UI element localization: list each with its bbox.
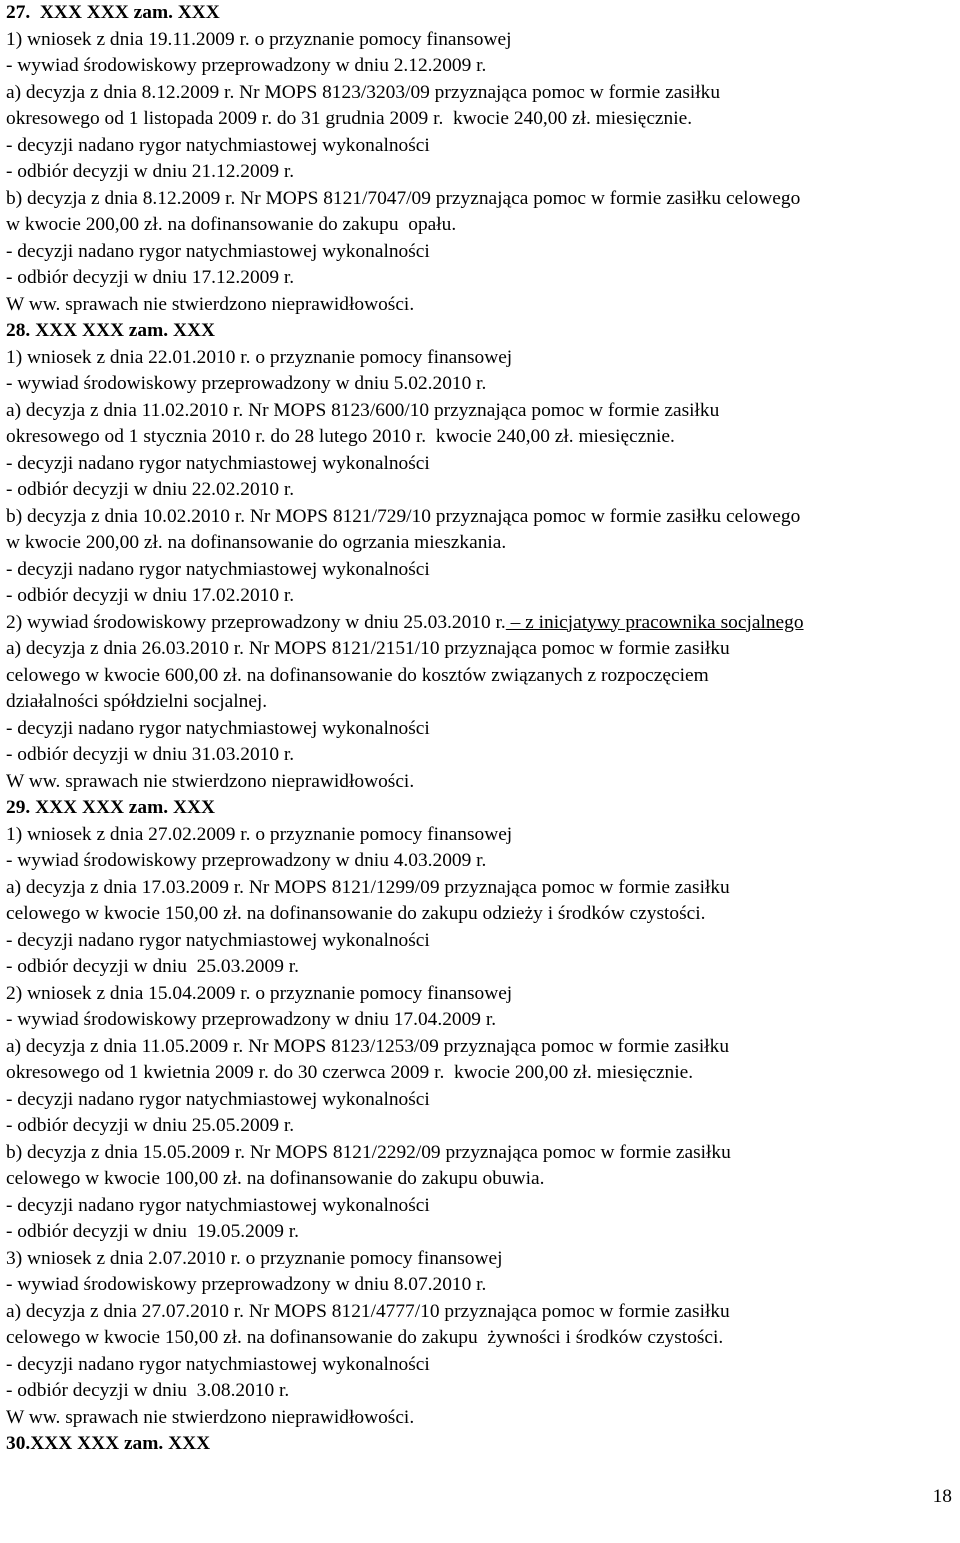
line-text: 1) wniosek z dnia 22.01.2010 r. o przyznanie pomocy finansowej bbox=[6, 346, 513, 368]
text-line bbox=[6, 1060, 960, 1087]
text-line bbox=[6, 848, 960, 875]
line-text: - odbiór decyzji w dniu 31.03.2010 r. bbox=[6, 744, 295, 765]
section-heading bbox=[6, 0, 960, 27]
line-text: - wywiad środowiskowy przeprowadzony w dniu 4.03.2009 r. bbox=[6, 850, 487, 871]
text-line bbox=[6, 1299, 960, 1326]
text-line bbox=[6, 27, 960, 54]
line-text: - wywiad środowiskowy przeprowadzony w dniu 17.04.2009 r. bbox=[6, 1009, 497, 1030]
text-line bbox=[6, 663, 960, 690]
text-line bbox=[6, 742, 960, 769]
line-text: 3) wniosek z dnia 2.07.2010 r. o przyznanie pomocy finansowej bbox=[6, 1247, 503, 1269]
text-line bbox=[6, 1166, 960, 1193]
line-text: - decyzji nadano rygor natychmiastowej wykonalności bbox=[6, 558, 430, 580]
text-line bbox=[6, 1378, 960, 1405]
line-text: działalności spółdzielni socjalnej. bbox=[6, 691, 268, 712]
line-text: W ww. sprawach nie stwierdzono nieprawidłowości. bbox=[6, 293, 415, 315]
line-text: okresowego od 1 stycznia 2010 r. do 28 lutego 2010 r. kwocie 240,00 zł. miesięcznie. bbox=[6, 426, 675, 447]
line-text: b) decyzja z dnia 10.02.2010 r. Nr MOPS 8121/729/10 przyznająca pomoc w formie zasiłku celowego bbox=[6, 505, 801, 527]
text-line bbox=[6, 981, 960, 1008]
line-text: celowego w kwocie 150,00 zł. na dofinansowanie do zakupu żywności i środków czystości. bbox=[6, 1327, 724, 1348]
line-text: - decyzji nadano rygor natychmiastowej wykonalności bbox=[6, 134, 430, 156]
line-text: - odbiór decyzji w dniu 17.12.2009 r. bbox=[6, 267, 295, 288]
line-text: - decyzji nadano rygor natychmiastowej wykonalności bbox=[6, 1353, 430, 1375]
line-text: - odbiór decyzji w dniu 22.02.2010 r. bbox=[6, 479, 295, 500]
text-line bbox=[6, 239, 960, 266]
text-line bbox=[6, 583, 960, 610]
text-line bbox=[6, 954, 960, 981]
text-line bbox=[6, 53, 960, 80]
line-text: - odbiór decyzji w dniu 17.02.2010 r. bbox=[6, 585, 295, 606]
line-text: celowego w kwocie 150,00 zł. na dofinansowanie do zakupu odzieży i środków czystości. bbox=[6, 903, 706, 924]
line-text: - wywiad środowiskowy przeprowadzony w dniu 2.12.2009 r. bbox=[6, 55, 487, 76]
line-text: 29. XXX XXX zam. XXX bbox=[6, 797, 215, 818]
underlined-text: – z inicjatywy pracownika socjalnego bbox=[505, 611, 804, 633]
line-text: 30.XXX XXX zam. XXX bbox=[6, 1433, 211, 1454]
text-line bbox=[6, 610, 960, 637]
line-text: w kwocie 200,00 zł. na dofinansowanie do zakupu opału. bbox=[6, 214, 457, 235]
line-text: - odbiór decyzji w dniu 19.05.2009 r. bbox=[6, 1221, 299, 1242]
text-line bbox=[6, 424, 960, 451]
text-line bbox=[6, 875, 960, 902]
text-line bbox=[6, 265, 960, 292]
text-line bbox=[6, 1007, 960, 1034]
line-text: 2) wniosek z dnia 15.04.2009 r. o przyznanie pomocy finansowej bbox=[6, 982, 513, 1004]
line-text: - odbiór decyzji w dniu 21.12.2009 r. bbox=[6, 161, 295, 182]
text-line bbox=[6, 689, 960, 716]
text-line bbox=[6, 106, 960, 133]
line-text: b) decyzja z dnia 15.05.2009 r. Nr MOPS 8121/2292/09 przyznająca pomoc w formie zasiłku bbox=[6, 1141, 731, 1163]
text-line bbox=[6, 901, 960, 928]
line-text: W ww. sprawach nie stwierdzono nieprawidłowości. bbox=[6, 1406, 415, 1428]
text-line bbox=[6, 398, 960, 425]
text-line bbox=[6, 1113, 960, 1140]
line-text: okresowego od 1 listopada 2009 r. do 31 grudnia 2009 r. kwocie 240,00 zł. miesięcznie. bbox=[6, 108, 693, 129]
section-heading bbox=[6, 795, 960, 822]
text-line bbox=[6, 1193, 960, 1220]
line-text: 2) wywiad środowiskowy przeprowadzony w dniu 25.03.2010 r. bbox=[6, 611, 506, 633]
line-text: a) decyzja z dnia 8.12.2009 r. Nr MOPS 8123/3203/09 przyznająca pomoc w formie zasiłku bbox=[6, 81, 721, 103]
line-text: celowego w kwocie 600,00 zł. na dofinansowanie do kosztów związanych z rozpoczęciem bbox=[6, 664, 709, 686]
text-line bbox=[6, 1272, 960, 1299]
text-line bbox=[6, 769, 960, 796]
line-text: w kwocie 200,00 zł. na dofinansowanie do ogrzania mieszkania. bbox=[6, 532, 507, 553]
line-text: b) decyzja z dnia 8.12.2009 r. Nr MOPS 8121/7047/09 przyznająca pomoc w formie zasiłku celowego bbox=[6, 187, 801, 209]
text-line bbox=[6, 159, 960, 186]
text-line bbox=[6, 1219, 960, 1246]
line-text: - decyzji nadano rygor natychmiastowej wykonalności bbox=[6, 240, 430, 262]
text-line bbox=[6, 1352, 960, 1379]
line-text: a) decyzja z dnia 11.02.2010 r. Nr MOPS 8123/600/10 przyznająca pomoc w formie zasiłku bbox=[6, 399, 720, 421]
text-line bbox=[6, 636, 960, 663]
section-heading bbox=[6, 318, 960, 345]
line-text: - wywiad środowiskowy przeprowadzony w dniu 8.07.2010 r. bbox=[6, 1274, 487, 1295]
line-text: - decyzji nadano rygor natychmiastowej wykonalności bbox=[6, 1194, 430, 1216]
line-text: 1) wniosek z dnia 27.02.2009 r. o przyznanie pomocy finansowej bbox=[6, 823, 513, 845]
document-page bbox=[6, 0, 960, 1458]
text-line bbox=[6, 1405, 960, 1432]
text-line bbox=[6, 371, 960, 398]
line-text: a) decyzja z dnia 27.07.2010 r. Nr MOPS 8121/4777/10 przyznająca pomoc w formie zasiłku bbox=[6, 1300, 730, 1322]
document-body bbox=[6, 0, 960, 1458]
text-line bbox=[6, 292, 960, 319]
line-text: a) decyzja z dnia 11.05.2009 r. Nr MOPS 8123/1253/09 przyznająca pomoc w formie zasiłku bbox=[6, 1035, 730, 1057]
text-line bbox=[6, 822, 960, 849]
text-line bbox=[6, 716, 960, 743]
line-text: W ww. sprawach nie stwierdzono nieprawidłowości. bbox=[6, 770, 415, 792]
line-text: okresowego od 1 kwietnia 2009 r. do 30 czerwca 2009 r. kwocie 200,00 zł. miesięcznie. bbox=[6, 1062, 694, 1083]
text-line bbox=[6, 504, 960, 531]
line-text: - decyzji nadano rygor natychmiastowej wykonalności bbox=[6, 717, 430, 739]
line-text: 28. XXX XXX zam. XXX bbox=[6, 320, 215, 341]
text-line bbox=[6, 186, 960, 213]
line-text: - odbiór decyzji w dniu 3.08.2010 r. bbox=[6, 1380, 290, 1401]
line-text: - decyzji nadano rygor natychmiastowej wykonalności bbox=[6, 929, 430, 951]
text-line bbox=[6, 80, 960, 107]
text-line bbox=[6, 477, 960, 504]
text-line bbox=[6, 1140, 960, 1167]
text-line bbox=[6, 1034, 960, 1061]
text-line bbox=[6, 557, 960, 584]
text-line bbox=[6, 1246, 960, 1273]
text-line bbox=[6, 928, 960, 955]
text-line bbox=[6, 1325, 960, 1352]
text-line bbox=[6, 212, 960, 239]
page-number: 18 bbox=[932, 1486, 952, 1507]
line-text: - odbiór decyzji w dniu 25.05.2009 r. bbox=[6, 1115, 295, 1136]
line-text: a) decyzja z dnia 26.03.2010 r. Nr MOPS 8121/2151/10 przyznająca pomoc w formie zasiłku bbox=[6, 638, 730, 659]
line-text: a) decyzja z dnia 17.03.2009 r. Nr MOPS 8121/1299/09 przyznająca pomoc w formie zasiłku bbox=[6, 876, 730, 898]
line-text: celowego w kwocie 100,00 zł. na dofinansowanie do zakupu obuwia. bbox=[6, 1168, 545, 1189]
text-line bbox=[6, 451, 960, 478]
text-line bbox=[6, 530, 960, 557]
line-text: 1) wniosek z dnia 19.11.2009 r. o przyznanie pomocy finansowej bbox=[6, 28, 512, 50]
line-text: - odbiór decyzji w dniu 25.03.2009 r. bbox=[6, 956, 299, 977]
text-line bbox=[6, 133, 960, 160]
line-text: - decyzji nadano rygor natychmiastowej wykonalności bbox=[6, 452, 430, 474]
line-text: 27. XXX XXX zam. XXX bbox=[6, 2, 220, 23]
text-line bbox=[6, 1087, 960, 1114]
section-heading bbox=[6, 1431, 960, 1458]
line-text: - decyzji nadano rygor natychmiastowej wykonalności bbox=[6, 1088, 430, 1110]
text-line bbox=[6, 345, 960, 372]
line-text: - wywiad środowiskowy przeprowadzony w dniu 5.02.2010 r. bbox=[6, 373, 487, 394]
